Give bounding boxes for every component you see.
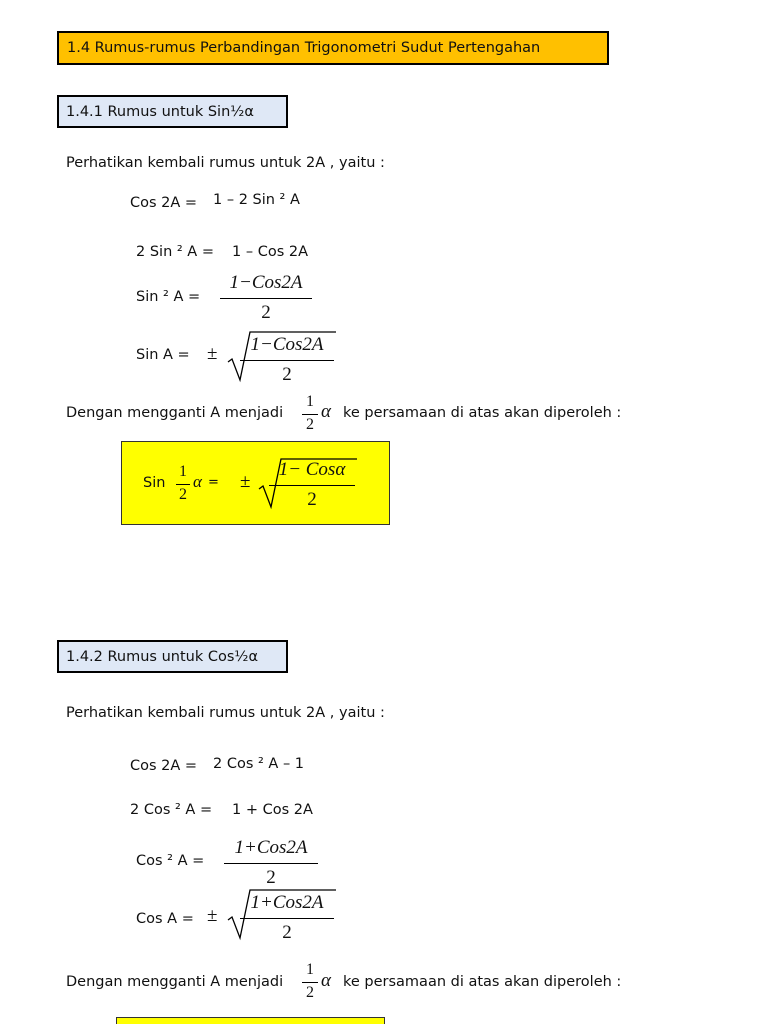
half-fraction-2 bbox=[302, 961, 318, 1005]
eq3-denominator: 2 bbox=[261, 302, 271, 323]
eq2-left: 2 Sin ² A = bbox=[136, 244, 214, 260]
result-half-numerator: 1 bbox=[179, 463, 187, 480]
plus-minus-symbol: ± bbox=[207, 343, 218, 364]
half-denominator-2: 2 bbox=[306, 984, 314, 1001]
intro-text-2: Perhatikan kembali rumus untuk 2A , yaitu : bbox=[66, 705, 385, 721]
half-numerator-2: 1 bbox=[306, 961, 314, 978]
eq7-numerator: 1+Cos2A bbox=[234, 837, 308, 858]
result-half-denominator: 2 bbox=[179, 486, 187, 503]
eq2-right: 1 – Cos 2A bbox=[232, 244, 308, 260]
substitution-text-before-2: Dengan mengganti A menjadi bbox=[66, 974, 284, 990]
eq3-fraction bbox=[220, 272, 312, 328]
result-half-fraction bbox=[176, 463, 190, 507]
eq4-numerator: 1−Cos2A bbox=[250, 334, 324, 355]
half-fraction-bar bbox=[302, 414, 318, 415]
result-plus-minus: ± bbox=[240, 471, 251, 492]
half-fraction bbox=[302, 393, 318, 437]
substitution-text-before: Dengan mengganti A menjadi bbox=[66, 405, 284, 421]
result-fraction-bar bbox=[269, 485, 355, 486]
substitution-text-after-2: ke persamaan di atas akan diperoleh : bbox=[343, 974, 622, 990]
result-half-bar bbox=[176, 484, 190, 485]
subsection-heading-sin-text: 1.4.1 Rumus untuk Sin½α bbox=[66, 104, 254, 120]
eq4-denominator: 2 bbox=[282, 364, 292, 385]
eq8-fraction bbox=[240, 892, 334, 944]
result-box-sin-half bbox=[121, 441, 390, 525]
eq5-right: 2 Cos ² A – 1 bbox=[213, 756, 305, 772]
half-numerator: 1 bbox=[306, 393, 314, 410]
eq4-left: Sin A = bbox=[136, 347, 190, 363]
eq1-left: Cos 2A = bbox=[130, 195, 198, 211]
eq7-fraction bbox=[224, 837, 318, 893]
eq3-left: Sin ² A = bbox=[136, 289, 201, 305]
result-box-cos-half bbox=[116, 1017, 385, 1024]
eq6-left: 2 Cos ² A = bbox=[130, 802, 213, 818]
eq1-right: 1 – 2 Sin ² A bbox=[213, 192, 300, 208]
subsection-heading-sin bbox=[57, 95, 288, 128]
result-alpha: α bbox=[193, 472, 202, 491]
eq4-fraction-bar bbox=[240, 360, 334, 361]
eq7-left: Cos ² A = bbox=[136, 853, 205, 869]
plus-minus-symbol-2: ± bbox=[207, 905, 218, 926]
result-denominator: 2 bbox=[307, 489, 317, 510]
eq3-fraction-bar bbox=[220, 298, 312, 299]
eq8-fraction-bar bbox=[240, 918, 334, 919]
eq8-left: Cos A = bbox=[136, 911, 194, 927]
half-denominator: 2 bbox=[306, 416, 314, 433]
section-title: 1.4 Rumus-rumus Perbandingan Trigonometri Sudut Pertengahan bbox=[67, 40, 541, 56]
result-fraction bbox=[269, 459, 355, 511]
eq7-denominator: 2 bbox=[266, 867, 276, 888]
substitution-text-after: ke persamaan di atas akan diperoleh : bbox=[343, 405, 622, 421]
alpha-symbol-2: α bbox=[321, 970, 331, 991]
result-sin-label: Sin bbox=[143, 475, 166, 491]
eq6-right: 1 + Cos 2A bbox=[232, 802, 313, 818]
result-equals: = bbox=[208, 475, 219, 490]
eq5-left: Cos 2A = bbox=[130, 758, 198, 774]
eq3-numerator: 1−Cos2A bbox=[229, 272, 303, 293]
subsection-heading-cos-text: 1.4.2 Rumus untuk Cos½α bbox=[66, 649, 259, 665]
section-title-box bbox=[57, 31, 609, 65]
alpha-symbol: α bbox=[321, 401, 331, 422]
intro-text-1: Perhatikan kembali rumus untuk 2A , yaitu : bbox=[66, 155, 385, 171]
eq7-fraction-bar bbox=[224, 863, 318, 864]
subsection-heading-cos bbox=[57, 640, 288, 673]
half-fraction-bar-2 bbox=[302, 982, 318, 983]
eq8-denominator: 2 bbox=[282, 922, 292, 943]
eq4-fraction bbox=[240, 334, 334, 386]
result-numerator: 1− Cosα bbox=[278, 459, 346, 480]
eq8-numerator: 1+Cos2A bbox=[250, 892, 324, 913]
